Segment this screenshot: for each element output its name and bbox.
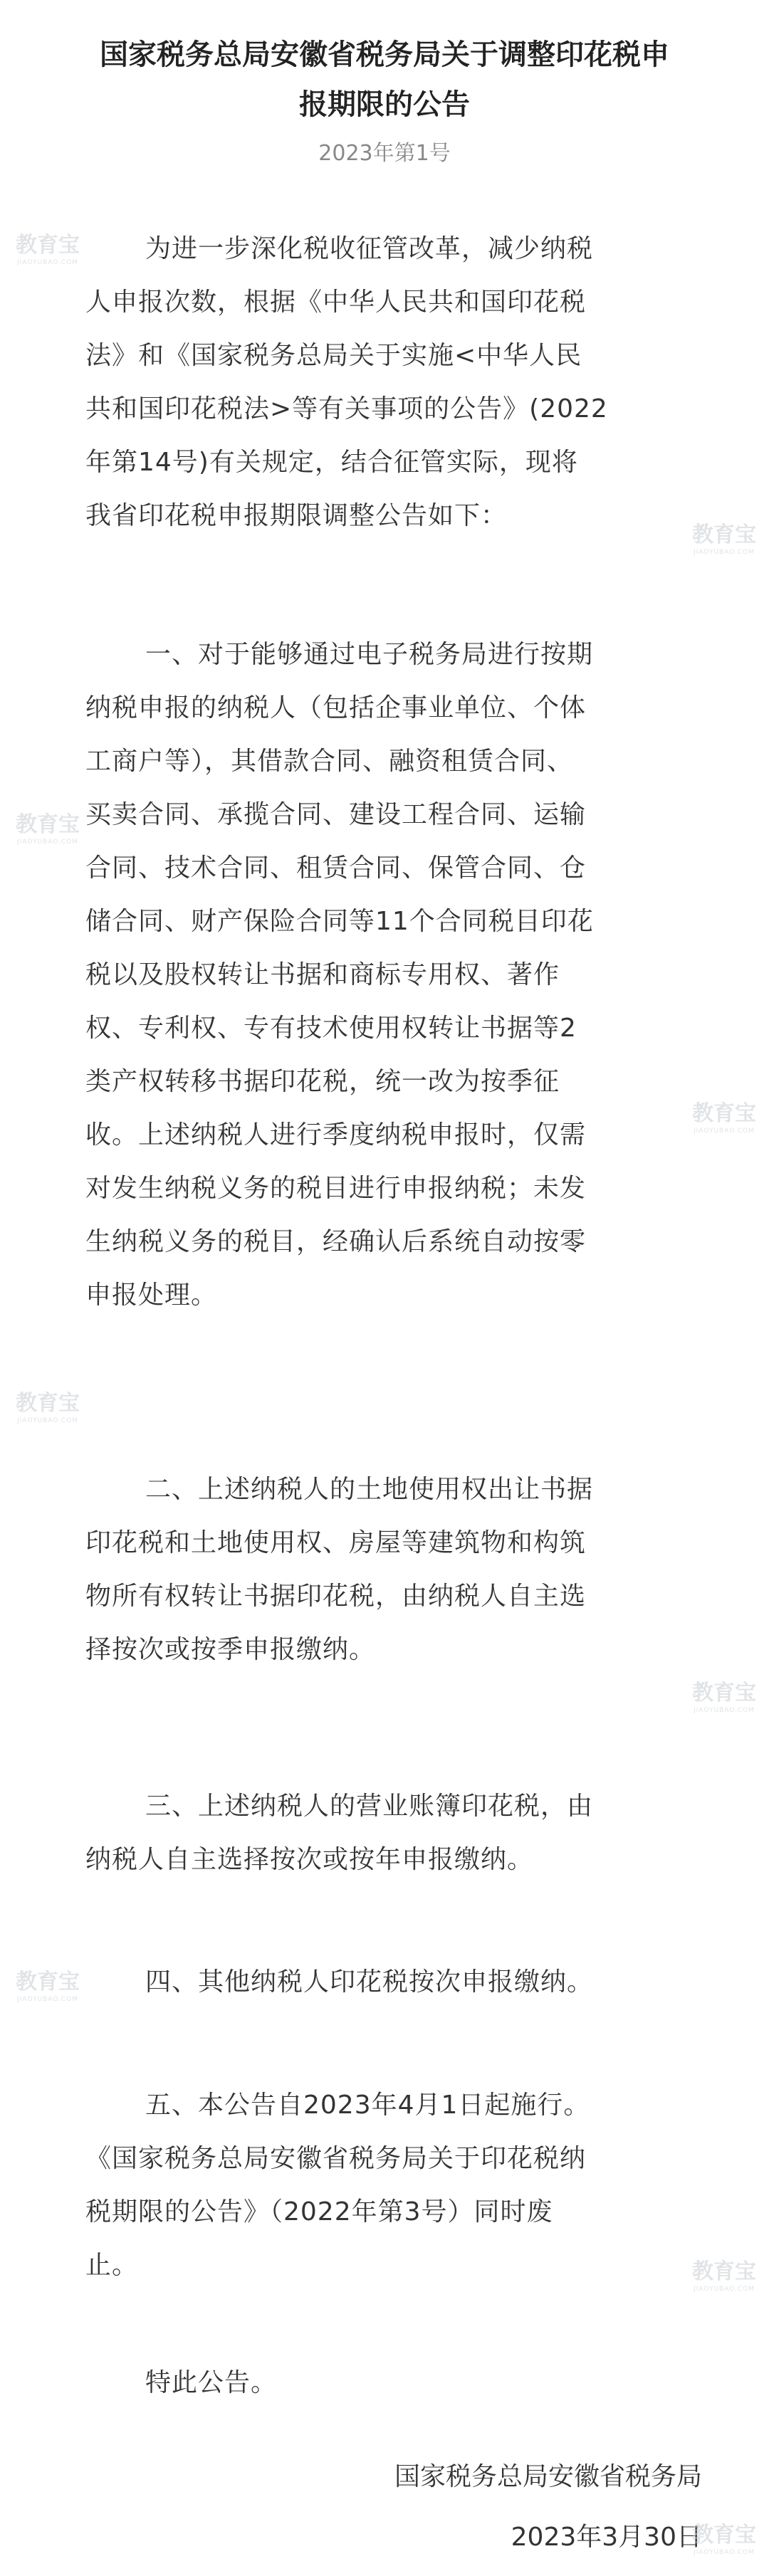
paragraph-line: 工商户等），其借款合同、融资租赁合同、 — [85, 747, 574, 776]
paragraph-line: 纳税人自主选择按次或按年申报缴纳。 — [85, 1845, 534, 1874]
paragraph-line: 四、其他纳税人印花税按次申报缴纳。 — [145, 1967, 594, 1997]
paragraph-line: 年第14号)有关规定，结合征管实际，现将 — [85, 448, 578, 477]
paragraph-line: 物所有权转让书据印花税，由纳税人自主选 — [85, 1582, 587, 1611]
paragraph-line: 类产权转移书据印花税，统一改为按季征 — [85, 1067, 560, 1096]
issue-date: 2023年3月30日 — [511, 2523, 702, 2552]
watermark-logo: 教育宝 JIAOYUBAO.COM — [692, 1681, 756, 1714]
paragraph-line: 共和国印花税法>等有关事项的公告》(2022 — [85, 394, 608, 424]
item-2-paragraph — [85, 1463, 698, 1676]
announcement-title-line-1: 国家税务总局安徽省税务局关于调整印花税申 — [100, 38, 669, 71]
paragraph-line: 人申报次数，根据《中华人民共和国印花税 — [85, 288, 587, 317]
paragraph-line: 五、本公告自2023年4月1日起施行。 — [145, 2091, 590, 2120]
paragraph-line: 二、上述纳税人的土地使用权出让书据 — [145, 1475, 594, 1504]
watermark-logo: 教育宝 JIAOYUBAO.COM — [16, 233, 80, 266]
paragraph-line: 为进一步深化税收征管改革，减少纳税 — [145, 234, 594, 263]
paragraph-line: 买卖合同、承揽合同、建设工程合同、运输 — [85, 800, 587, 829]
item-3-paragraph — [85, 1779, 698, 1886]
paragraph-line: 对发生纳税义务的税目进行申报纳税；未发 — [85, 1174, 587, 1203]
closing-paragraph — [85, 2356, 698, 2409]
paragraph-line: 权、专利权、专有技术使用权转让书据等2 — [85, 1014, 577, 1043]
paragraph-line: 《国家税务总局安徽省税务局关于印花税纳 — [85, 2144, 587, 2173]
watermark-logo: 教育宝 JIAOYUBAO.COM — [692, 522, 756, 556]
item-4-paragraph — [85, 1955, 698, 2009]
paragraph-line: 收。上述纳税人进行季度纳税申报时，仅需 — [85, 1120, 587, 1150]
paragraph-line: 纳税申报的纳税人（包括企事业单位、个体 — [85, 693, 587, 722]
paragraph-line: 特此公告。 — [145, 2368, 278, 2397]
watermark-logo: 教育宝 JIAOYUBAO.COM — [16, 812, 80, 846]
paragraph-line: 合同、技术合同、租赁合同、保管合同、仓 — [85, 853, 587, 883]
paragraph-line: 法》和《国家税务总局关于实施<中华人民 — [85, 341, 582, 370]
paragraph-line: 三、上述纳税人的营业账簿印花税，由 — [145, 1792, 594, 1821]
paragraph-line: 止。 — [85, 2251, 139, 2280]
paragraph-line: 一、对于能够通过电子税务局进行按期 — [145, 640, 594, 669]
item-1-paragraph — [85, 628, 698, 1322]
document-number: 2023年第1号 — [318, 141, 451, 166]
paragraph-line: 储合同、财产保险合同等11个合同税目印花 — [85, 907, 594, 936]
paragraph-line: 择按次或按季申报缴纳。 — [85, 1635, 376, 1664]
watermark-logo: 教育宝 JIAOYUBAO.COM — [692, 2259, 756, 2293]
paragraph-line: 我省印花税申报期限调整公告如下： — [85, 501, 508, 530]
announcement-title-line-2: 报期限的公告 — [299, 88, 470, 121]
item-5-paragraph — [85, 2078, 698, 2292]
paragraph-line: 生纳税义务的税目，经确认后系统自动按零 — [85, 1227, 587, 1256]
paragraph-line: 税期限的公告》（2022年第3号）同时废 — [85, 2197, 553, 2227]
issuer-name: 国家税务总局安徽省税务局 — [394, 2462, 702, 2491]
watermark-logo: 教育宝 JIAOYUBAO.COM — [16, 1391, 80, 1424]
paragraph-line: 印花税和土地使用权、房屋等建筑物和构筑 — [85, 1528, 587, 1557]
intro-paragraph — [85, 222, 698, 542]
watermark-logo: 教育宝 JIAOYUBAO.COM — [692, 2523, 756, 2556]
paragraph-line: 税以及股权转让书据和商标专用权、著作 — [85, 960, 560, 989]
watermark-logo: 教育宝 JIAOYUBAO.COM — [16, 1970, 80, 2003]
watermark-logo: 教育宝 JIAOYUBAO.COM — [692, 1101, 756, 1135]
paragraph-line: 申报处理。 — [85, 1281, 218, 1310]
